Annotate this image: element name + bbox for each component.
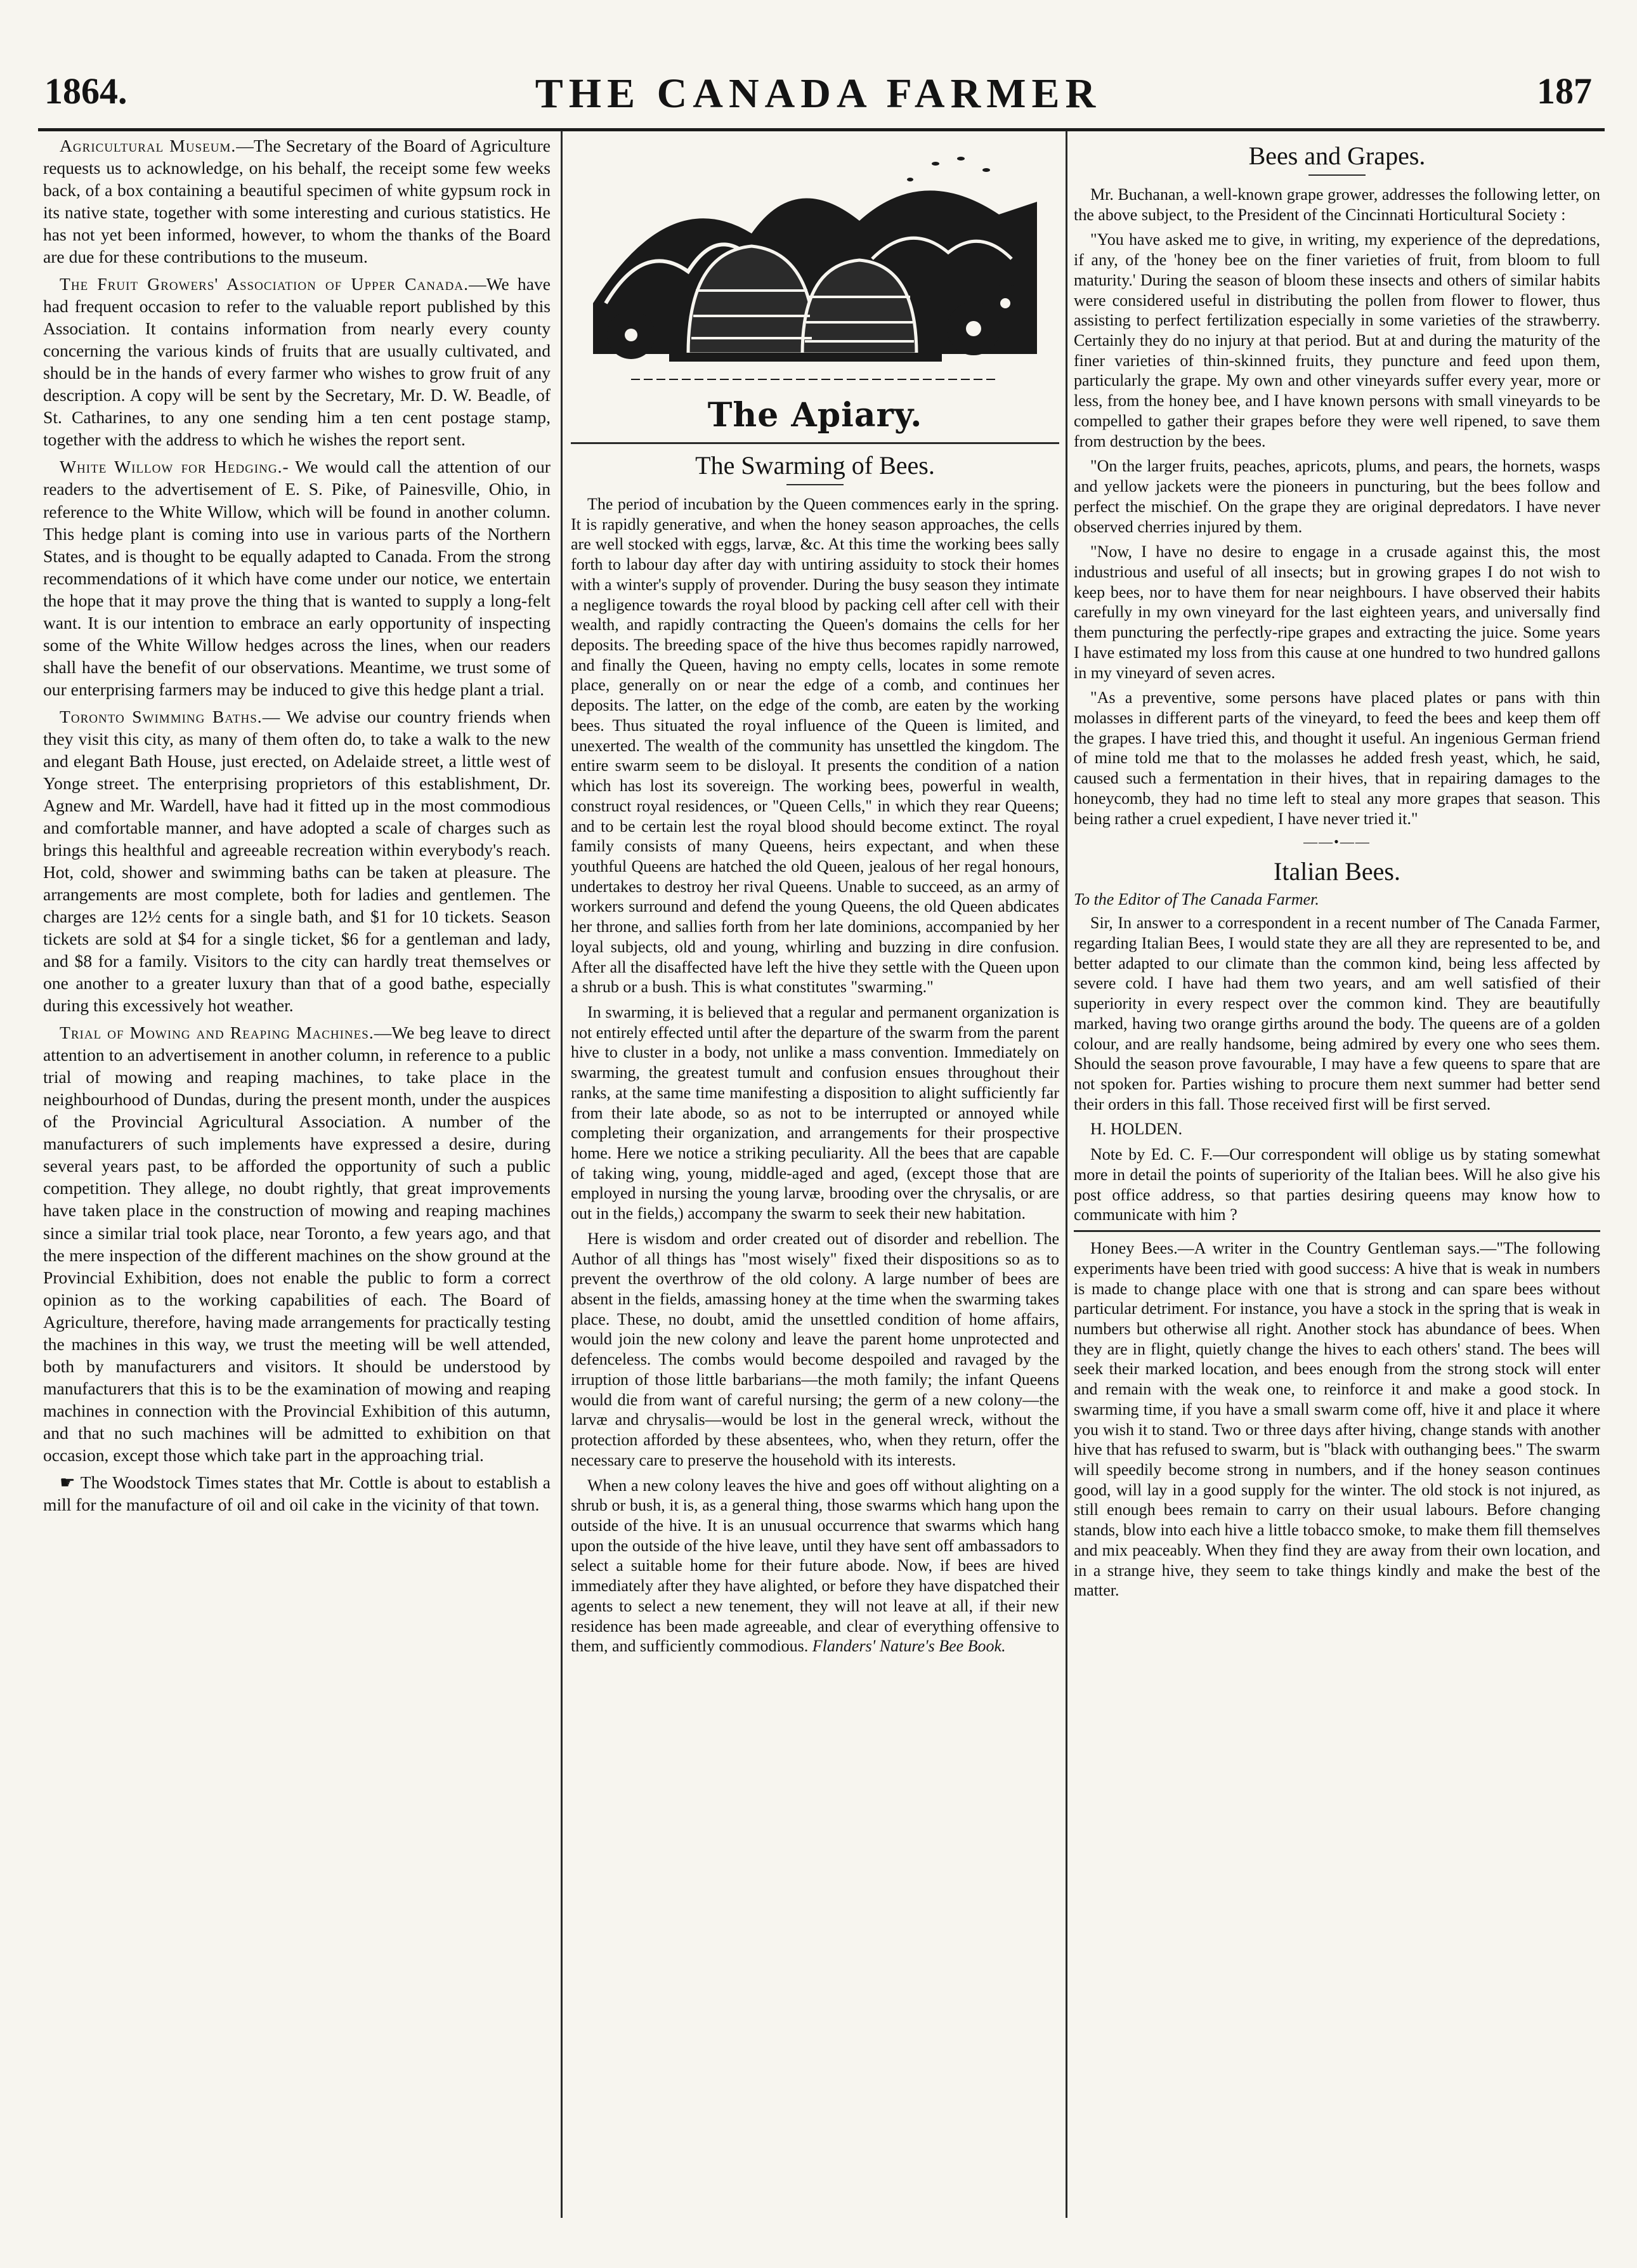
item-mowing-trial (43, 1021, 551, 1466)
item-text: —We beg leave to direct attention to an advertisement in another column, in reference to a public trial of mowing and reaping machines, to take place in the neighbourhood of Dundas, during the present month, under the auspices of the Provincial Agricultural Association. A number of the manufacturers of such implements have expressed a desire, during several years past, to be afforded the opportunity of such a public competition. They allege, no doubt rightly, that great improvements have taken place in the construction of mowing and reaping machines since a similar trial took place, near Toronto, a few years ago, and that the mere inspection of the different machines on the show ground at the Provincial Exhibition, does not enable the public to form a correct opinion as to the working capabilities of each. The Board of Agriculture, therefore, having made arrangements for practically testing the machines in this way, we trust the meeting will be well attended, both by manufacturers and visitors. It should be understood by manufacturers that this is to be the examination of mowing and reaping machines in connection with the Provincial Exhibition of this autumn, and that no such machines will be admitted to exhibition on that occasion, except those which take part in the approaching trial. (43, 1023, 551, 1465)
item-lead: Trial of Mowing and Reaping Machines. (60, 1023, 374, 1043)
bees-grapes-heading: Bees and Grapes. (1248, 141, 1426, 170)
section-rule (1074, 1230, 1600, 1232)
item-agricultural-museum (43, 134, 551, 268)
source-credit-book: Nature's Bee Book. (879, 1637, 1006, 1656)
short-rule (786, 484, 844, 485)
bees-grapes-paragraph: "On the larger fruits, peaches, apricots, plums, and pears, the hornets, wasps and yellow jackets were the pioneers in puncturing, but the bees follow and perfect the mischief. On the grape they are original depredators. I have never observed cherries injured by them. (1074, 457, 1600, 536)
letter-signature: H. HOLDEN. (1090, 1120, 1183, 1139)
item-text: - We would call the attention of our readers to the advertisement of E. S. Pike, of Painesville, Ohio, in reference to the White Willow, which will be found in another column. This hedge plant is coming into use in various parts of the Northern States, and is thought to be equally adapted to Canada. From the strong recommendations of it which have come under our notice, we entertain the hope that it may prove the thing that is wanted to supply a long-felt want. It is our intention to embrace an early opportunity of inspecting some of the White Willow hedges across the lines, when our readers shall have the benefit of our observations. Meantime, we trust some of our enterprising farmers may be induced to give this hedge plant a trial. (43, 457, 551, 699)
bees-grapes-paragraph: "You have asked me to give, in writing, my experience of the depredations, if any, of the 'honey bee on the finer varieties of fruit, from bloom to full maturity.' During the season of bloom these insects and others of similar habits were considered useful in distributing the pollen from flower to flower, thus assisting to perfect fertilization especially in some varieties of the strawberry. Certainly they do no injury at that period. But at and during the maturity of the finer varieties of thin-skinned fruits, they puncture and feed upon them, particularly the grape. My own and other vineyards suffer every year, more or less, from the honey bee, and I have known persons with small vineyards to be compelled to gather their grapes before they were well ripened, to save them from destruction by the bees. (1074, 230, 1600, 450)
item-woodstock (43, 1471, 551, 1516)
bees-grapes-paragraph: Mr. Buchanan, a well-known grape grower, addresses the following letter, on the above subject, to the President of the Cincinnati Horticultural Society : (1074, 185, 1600, 224)
item-lead: Agricultural Museum. (60, 136, 237, 155)
pointing-hand-icon: ☛ (60, 1472, 75, 1492)
item-fruit-growers (43, 273, 551, 450)
apiary-heading: The Apiary. (707, 396, 923, 435)
page-number: 187 (1537, 70, 1592, 112)
apiary-illustration (593, 145, 1037, 392)
beehive-engraving (593, 145, 1037, 392)
item-lead: White Willow for Hedging. (60, 457, 283, 477)
column-right (1074, 134, 1600, 2203)
column-rule-2 (1066, 131, 1067, 2218)
honey-bees-item: Honey Bees.—A writer in the Country Gentleman says.—"The following experiments have been tried with good success: A hive that is weak in numbers is made to change place with one that is strong and can spare bees without particular detriment. For instance, you have a stock in the spring that is weak in numbers but otherwise all right. Another stock has abundance of bees. When they are in flight, quietly change the hives to each others' stand. The bees will seek their marked location, and bees enough from the strong stock will enter and remain with the weak one, to reinforce it and make a good stock. In swarming time, if you have a small swarm come off, hive it and place it where you wish it to stand. Two or three days after hiving, change stands with another hive that has refused to swarm, but is "black with outhanging bees." The swarm will speedily become strong in numbers, and if the honey season continues good, will lay in a good supply for the winter. The old stock is not injured, as still enough bees remain to carry on their usual labours. Before changing stands, blow into each hive a little tobacco smoke, to make them fill themselves and mix peaceably. When they find they are away from their own location, and in a strange hive, they seem to take things kindly and make the best of the matter. (1074, 1239, 1600, 1600)
italian-bees-letter: Sir, In answer to a correspondent in a recent number of The Canada Farmer, regarding Italian Bees, I would state they are all they are represented to be, and better adapted to our climate than the common kind, being less affected by severe cold. I have had them two years, and am well satisfied of their superiority in every respect over the common kind. They are beautifully marked, having two orange girths around the body. The queens are of a golden colour, and are really handsome, being admired by every one who sees them. Should the season prove favourable, I may have a few queens to spare that are not spoken for. Parties wishing to procure them next summer had better send their orders in this fall. Those received first will be first served. (1074, 914, 1600, 1113)
item-lead: The Fruit Growers' Association of Upper Canada. (60, 274, 469, 294)
issue-year: 1864. (44, 70, 127, 112)
to-editor-line: To the Editor of The Canada Farmer. (1074, 890, 1319, 909)
swarming-paragraph (571, 1476, 1059, 1656)
bees-grapes-paragraph: "As a preventive, some persons have placed plates or pans with thin molasses in different parts of the vineyard, to feed the bees and keep them off the grapes. I have tried this, and thought it useful. An ingenious German friend of mine told me that to the molasses he added fresh yeast, which, he said, caused such a fermentation in their hives, that in repairing damages to the honeycomb, they had no time left to steal any more grapes that season. This being rather a cruel expedient, I have never tried it." (1074, 688, 1600, 828)
masthead (44, 70, 1592, 127)
swarming-paragraph-text: When a new colony leaves the hive and goes off without alighting on a shrub or bush, it is, as a general thing, those swarms which hang upon the outside of the hive. It is an unusual occurrence that swarms which hang upon the outside of the hive leave, until they have sent off ambassadors to select a suitable home for their future abode. Now, if bees are hived immediately after they have alighted, or before they have dispatched their agents to select a new tenement, they will not leave at all, if their new residence has been made agreeable, and clear of everything offensive to them, and sufficiently commodious. (571, 1476, 1059, 1656)
newspaper-title: THE CANADA FARMER (535, 70, 1102, 117)
item-white-willow (43, 456, 551, 700)
swarming-paragraph: Here is wisdom and order created out of disorder and rebellion. The Author of all things has "most wisely" fixed their dispositions so as to prevent the overthrow of the old colony. A large number of bees are absent in the fields, amassing honey at the time when the swarming takes place. These, no doubt, amid the unsettled condition of home affairs, would join the new colony and leave the parent home unprotected and defenceless. The combs would become despoiled and ravaged by the irruption of those little barbarians—the moth family; the infant Queens would die from want of careful nursing; the germ of a new colony—the larvæ and chrysalis—would be lost in the general wreck, without the protection afforded by these absentees, who, when they return, offer the necessary care to preserve the household with its interests. (571, 1229, 1059, 1469)
column-rule-1 (561, 131, 563, 2218)
swarming-paragraph: In swarming, it is believed that a regular and permanent organization is not entirely effected until after the departure of the swarm from the parent hive to cluster in a body, not unlike a mass convention. Immediately on swarming, the greatest tumult and confusion ensues throughout their ranks, at the same time manifesting a disposition to alight sufficiently far from their late abode, so as not to be interrupted or annoyed while completing their organization, and arrangements for their prospective home. Here we notice a striking peculiarity. All the bees that are capable of taking wing, young, middle-aged and aged, (except those that are employed in nursing the young larvæ, brooding over the chrysalis, or are out in the fields,) accompany the swarm to seek their new habitation. (571, 1002, 1059, 1223)
bees-grapes-paragraph: "Now, I have no desire to engage in a crusade against this, the most industrious and useful of all insects; but in growing grapes I do not wish to keep bees, nor to have them for near neighbours. I have observed their habits carefully in my own vineyard for the last eighteen years, and universally find them puncturing the perfectly-ripe grapes and extracting the juice. Some years I have estimated my loss from this cause at one hundred to two hundred gallons in my vineyard of seven acres. (1074, 542, 1600, 682)
item-swimming-baths (43, 705, 551, 1016)
column-middle (571, 134, 1059, 2203)
short-rule (1308, 174, 1366, 176)
section-rule (571, 442, 1059, 444)
ornament-divider: ——•—— (1303, 834, 1371, 850)
italian-bees-heading: Italian Bees. (1274, 857, 1400, 886)
swarming-heading: The Swarming of Bees. (695, 451, 935, 480)
item-text: — We advise our country friends when they visit this city, as many of them often do, to take a walk to the new and elegant Bath House, just erected, on Adelaide street, a little west of Yonge street. The enterprising proprietors of this establishment, Dr. Agnew and Mr. Wardell, have had it fitted up in the most commodious and comfortable manner, and have adopted a scale of charges such as brings this healthful and agreeable recreation within everybody's reach. Hot, cold, shower and swimming baths can be taken at pleasure. The arrangements are most complete, both for ladies and gentlemen. The charges are 12½ cents for a single bath, and $1 for 10 tickets. Season tickets are sold at $4 for a single ticket, $6 for a gentleman and lady, and $8 for a family. Visitors to the city can hardly treat themselves or one another to a greater luxury than that of a good bathe, especially during this excessively hot weather. (43, 706, 551, 1016)
item-text: The Woodstock Times states that Mr. Cottle is about to establish a mill for the manufacture of oil and oil cake in the vicinity of that town. (43, 1472, 551, 1514)
masthead-rule (38, 128, 1605, 131)
item-text: —We have had frequent occasion to refer to the valuable report published by this Association. It contains information from nearly every county concerning the various kinds of fruits that are usually cultivated, and should be in the hands of every farmer who wishes to grow fruit of any description. A copy will be sent by the Secretary, Mr. D. W. Beadle, of St. Catharines, to any one sending him a ten cent postage stamp, together with the address to which he wishes the report sent. (43, 274, 551, 450)
editor-note: Note by Ed. C. F.—Our correspondent will oblige us by stating somewhat more in detail the points of superiority of the Italian bees. Will he also give his post office address, so that parties desiring queens may know how to communicate with him ? (1074, 1145, 1600, 1224)
item-text: —The Secretary of the Board of Agriculture requests us to acknowledge, on his behalf, the receipt some few weeks back, of a box containing a beautiful specimen of white gypsum rock in its native state, together with some interesting and curious statistics. He has not yet been informed, however, to whom the thanks of the Board are due for these contributions to the museum. (43, 136, 551, 267)
source-credit: Flanders' (812, 1637, 876, 1656)
column-left (43, 134, 551, 2203)
swarming-paragraph: The period of incubation by the Queen commences early in the spring. It is rapidly generative, and when the honey season approaches, the cells are well stocked with eggs, larvæ, &c. At this time the working bees sally forth to labour day after day with untiring assiduity to stock their homes with a winter's supply of provender. During the busy season they intimate a negligence towards the royal blood by packing cell after cell with their wealth, and rapidly contracting the Queen's domains the cells for her deposits. The breeding space of the hive thus becomes rapidly narrowed, and finally the Queen, having no empty cells, locates in some remote place, generally on or near the edge of a comb, and continues her deposits. The latter, on the edge of the comb, are eaten by the working bees. Thus situated the royal influence of the Queen is limited, and unexerted. The wealth of the community has unsettled the kingdom. The entire swarm seem to be disloyal. It presents the condition of a nation which has lost its sovereign. The working bees, powerful in wealth, construct royal residences, or "Queen Cells," in which they rear Queens; and to be certain lest the royal blood should become extinct. The royal family consists of many Queens, heirs expectant, and when these youthful Queens are hatched the old Queen, jealous of her regal honours, undertakes to destroy her rival Queens. Unable to succeed, as an army of workers surround and defend the young Queens, the old Queen abdicates her throne, and sallies forth from her late dominions, accompanied by her loyal subjects, old and young, whirling and buzzing in dire confusion. After all the disaffected have left the hive they settle with the Queen upon a shrub or a bush. This is what constitutes "swarming." (571, 495, 1059, 997)
item-lead: Toronto Swimming Baths. (60, 706, 263, 726)
